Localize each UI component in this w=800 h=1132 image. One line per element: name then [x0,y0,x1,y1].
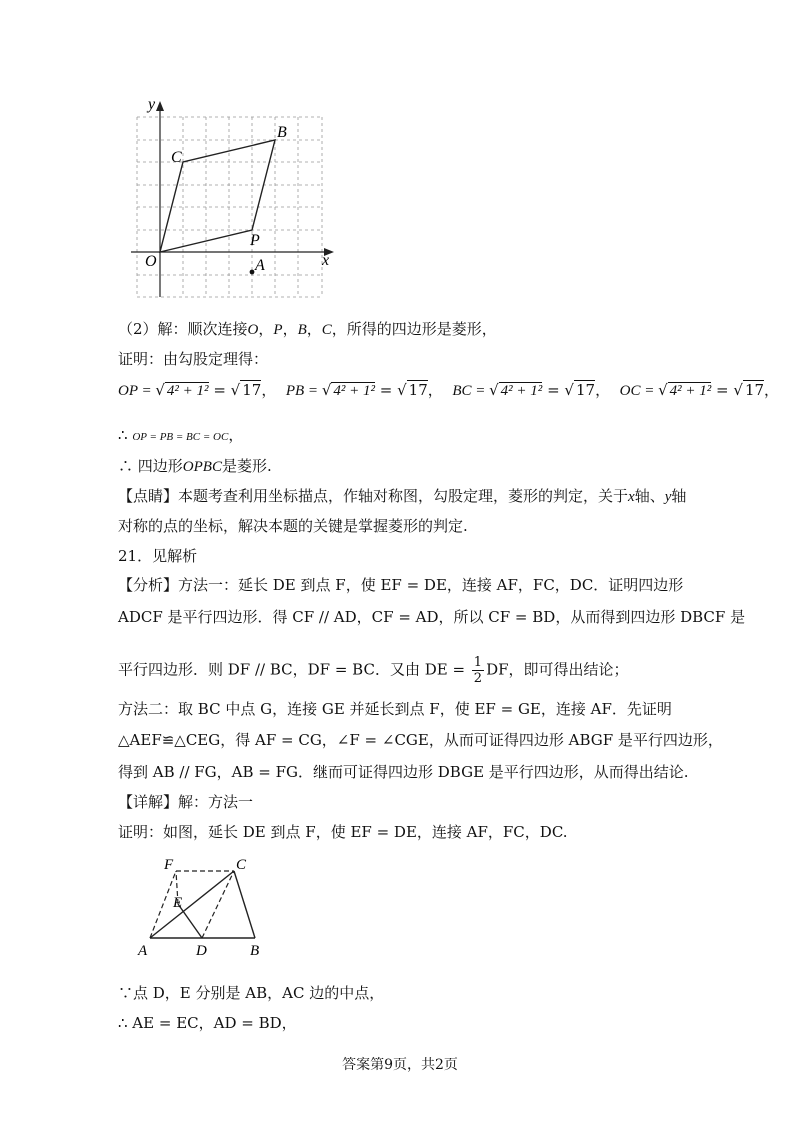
analysis-l1: 方法一：延长 DE 到点 F，使 EF = DE，连接 AF，FC，DC．证明四边形 [178,576,684,594]
vertex-b: B [297,322,307,338]
after-line-1: ∵点 D，E 分别是 AB，AC 边的中点， [118,984,385,1002]
axis-y-label: y [148,96,156,113]
comment-text1: 本题考查利用坐标描点，作轴对称图，勾股定理，菱形的判定，关于 [178,487,629,505]
point-p-label: P [250,232,260,249]
point-b-label: B [277,124,287,141]
point-a-label: A [255,257,265,274]
vertex-c: C [321,322,332,338]
radicand-1: 4² + 1² [166,383,209,399]
point-c-label: C [171,149,182,166]
comment-end1: 轴 [671,487,687,505]
comment-x-axis: x [628,489,635,505]
comment-line-1 [118,486,686,507]
radicand-2: 4² + 1² [333,383,375,399]
axis-x-label: x [322,252,330,269]
part2-label: （2）解：顺次连接 [118,320,248,338]
page-footer: 答案第9页，共2页 [342,1057,458,1073]
q21-analysis-1 [118,575,683,595]
vertex-o: O [247,322,259,338]
vertex-p: P [273,322,283,338]
bc-expr: BC = [452,383,490,399]
q21-proof: 证明：如图，延长 DE 到点 F，使 EF = DE，连接 AF，FC，DC. [118,823,568,841]
triangle-figure [130,855,280,965]
therefore-line: ∴ OP = PB = BC = OC， [118,426,244,444]
part2-line: （2）解：顺次连接O，P，B，C，所得的四边形是菱形， [118,320,497,338]
q21-method2-1: 方法二：取 BC 中点 G，连接 GE 并延长到点 F，使 EF = GE，连接 AF．先证明 [118,700,672,718]
oc-expr: OC = [619,383,659,399]
conclusion-var: OPBC [182,459,222,475]
q21-method2-2: △AEF≌△CEG，得 AF = CG，∠F = ∠CGE，从而可证得四边形 ABGF 是平行四边形， [118,731,723,749]
q21-analysis-2: ADCF 是平行四边形．得 CF // AD，CF = AD，所以 CF = BD，从而得到四边形 DBCF 是 [118,608,746,626]
fig2-label-a: A [138,943,148,959]
detail-text: 解：方法一 [178,793,254,811]
analysis-tag: 【分析】 [118,576,179,594]
pythagoras-line: OP = √ 4² + 1² = √ 17， PB = √ 4² + 1² = √ 17， BC = √ 4² + 1² = √ 17， OC = √ 4² + 1² = √ 17， [118,381,780,399]
fig2-label-d: D [196,943,207,959]
op-expr: OP = [118,383,156,399]
q21-detail [118,792,253,812]
detail-tag: 【详解】 [118,793,179,811]
q21-title: 21．见解析 [118,547,198,565]
comment-mid: 轴、 [634,487,665,505]
grid-lines [137,117,322,297]
conclusion-pre: ∴ 四边形 [118,457,183,475]
frac-num: 1 [473,655,483,670]
q21-analysis-3 [118,655,629,686]
fig2-label-f: F [164,857,174,873]
result-2: 17 [408,381,428,399]
fig2-label-b: B [250,943,260,959]
point-a-dot [250,270,255,275]
analysis-l3a: 平行四边形．则 DF // BC，DF = BC．又由 DE = [118,660,470,679]
pb-expr: PB = [285,383,322,399]
fig2-label-c: C [236,857,247,873]
q21-method2-3: 得到 AB // FG，AB = FG．继而可证得四边形 DBGE 是平行四边形，从而得出结论. [118,763,689,781]
frac-den: 2 [473,671,483,686]
segment-dc [202,871,234,938]
origin-label: O [145,253,157,270]
result-3: 17 [575,381,596,399]
proof-intro: 证明：由勾股定理得： [118,350,269,368]
segment-bc [234,871,255,938]
part2-tail: ，所得的四边形是菱形， [331,320,497,338]
radicand-4: 4² + 1² [669,383,712,399]
fraction-half [472,655,484,686]
radicand-3: 4² + 1² [500,383,543,399]
analysis-l3b: DF，即可得出结论； [486,660,629,679]
equal-sides: OP = PB = BC = OC [132,431,229,443]
fig2-label-e: E [173,895,183,911]
conclusion-line [118,456,272,477]
comment-y-axis: y [664,489,672,505]
result-4: 17 [744,381,765,399]
comment-line-2: 对称的点的坐标，解决本题的关键是掌握菱形的判定. [118,517,468,535]
axes [131,101,334,297]
after-line-2: ∴ AE = EC，AD = BD， [118,1014,297,1032]
coordinate-figure [125,95,340,300]
conclusion-post: 是菱形. [221,457,272,475]
result-1: 17 [242,381,262,399]
comment-tag: 【点睛】 [118,487,179,505]
